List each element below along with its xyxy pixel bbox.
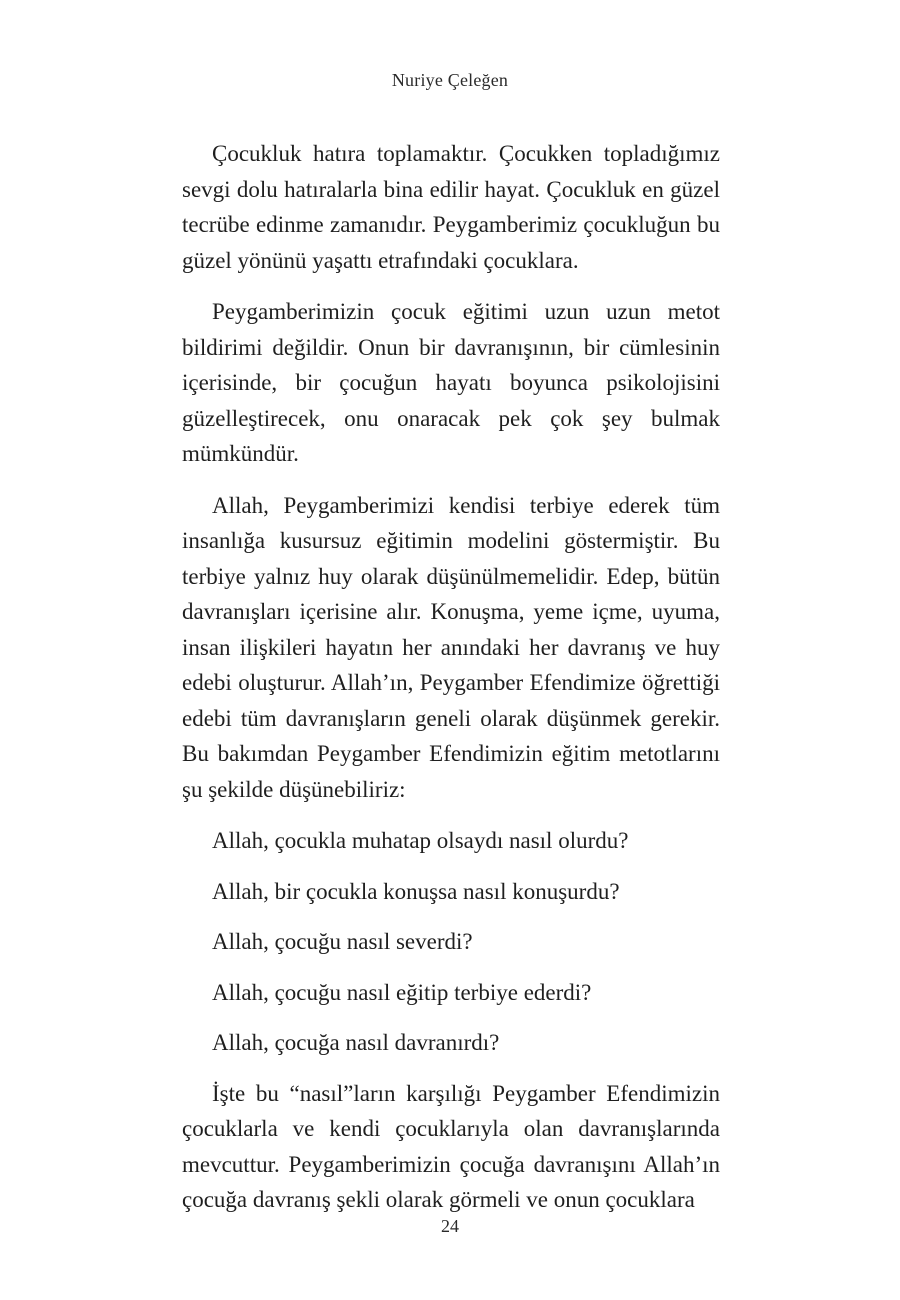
- paragraph-2: Peygamberimizin çocuk eğitimi uzun uzun metot bildirimi değildir. Onun bir davranışının, bir cümlesinin içerisinde, bir çocuğun hayatı boyunca psikolojisini güzelleştirecek, onu onaracak pek çok şey bulmak mümkündür.: [182, 299, 720, 466]
- page-number: 24: [441, 1216, 459, 1236]
- closing-paragraph: İşte bu “nasıl”ların karşılığı Peygamber Efendimizin çocuklarla ve kendi çocuklarıyla olan davranışlarında mevcuttur. Peygamberimizin çocuğa davranışını Allah’ın çocuğa davranış şekli olarak görmeli ve onun çocuklara: [182, 1080, 720, 1212]
- paragraph-3: Allah, Peygamberimizi kendisi terbiye ederek tüm insanlığa kusursuz eğitimin modelini göstermiştir. Bu terbiye yalnız huy olarak düşünülmemelidir. Edep, bütün davranışları içerisine alır. Konuşma, yeme içme, uyuma, insan ilişkileri hayatın her anındaki her davranış ve huy edebi oluşturur. Allah’ın, Peygamber Efendimize öğrettiği edebi tüm davranışların geneli olarak düşünmek gerekir. Bu bakımdan Peygamber Efendimizin eğitim metotlarını şu şekilde düşünebiliriz:: [182, 492, 720, 802]
- question-4: Allah, çocuğu nasıl eğitip terbiye ederdi?: [212, 979, 592, 1005]
- question-1: Allah, çocukla muhatap olsaydı nasıl olurdu?: [212, 828, 629, 853]
- paragraph-1: Çocukluk hatıra toplamaktır. Çocukken topladığımız sevgi dolu hatıralarla bina edilir hayat. Çocukluk en güzel tecrübe edinme zamanıdır. Peygamberimiz çocukluğun bu güzel yönünü yaşattı etrafındaki çocuklara.: [182, 141, 720, 273]
- question-5: Allah, çocuğa nasıl davranırdı?: [212, 1030, 500, 1055]
- page-body: [182, 136, 720, 1234]
- question-2: Allah, bir çocukla konuşsa nasıl konuşurdu?: [212, 878, 620, 904]
- question-3: Allah, çocuğu nasıl severdi?: [212, 929, 473, 954]
- running-header: Nuriye Çeleğen: [391, 70, 509, 90]
